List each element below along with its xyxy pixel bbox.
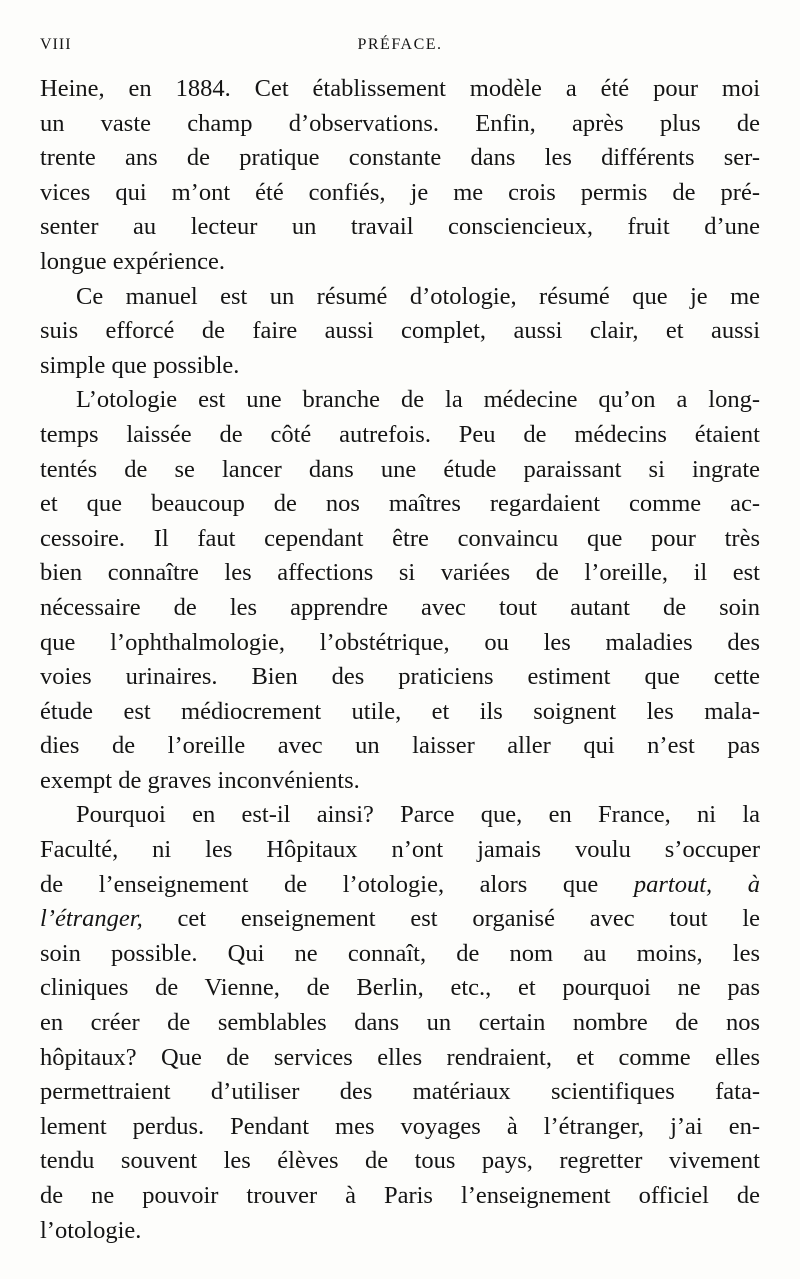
text-line: soin possible. Qui ne connaît, de nom au moins, les [40, 939, 760, 967]
text-line: tentés de se lancer dans une étude paraissant si ingrate [40, 455, 760, 483]
text-line: senter au lecteur un travail consciencieux, fruit d’une [40, 213, 760, 241]
text-line: l’étranger, cet enseignement est organisé avec tout le [40, 905, 760, 933]
italic-phrase: partout, à [633, 870, 760, 898]
text-line: tendu souvent les élèves de tous pays, regretter vivement [40, 1147, 760, 1175]
text-line: trente ans de pratique constante dans les différents ser- [40, 144, 760, 172]
text-line: Faculté, ni les Hôpitaux n’ont jamais voulu s’occuper [40, 836, 760, 864]
text-line: cliniques de Vienne, de Berlin, etc., et pourquoi ne pas [40, 974, 760, 1002]
text-line: de ne pouvoir trouver à Paris l’enseignement officiel de [40, 1182, 760, 1209]
text-line: vices qui m’ont été confiés, je me crois permis de pré- [40, 178, 760, 206]
text-line: et que beaucoup de nos maîtres regardaient comme ac- [40, 490, 760, 518]
text-line: de l’enseignement de l’otologie, alors que partout, à [40, 870, 760, 898]
text-line: en créer de semblables dans un certain nombre de nos [40, 1009, 760, 1037]
paragraph [40, 383, 760, 798]
text-line: suis efforcé de faire aussi complet, aussi clair, et aussi [40, 317, 760, 345]
text-line: Heine, en 1884. Cet établissement modèle a été pour moi [40, 75, 760, 102]
paragraph [40, 72, 760, 280]
text-line: bien connaître les affections si variées de l’oreille, il est [40, 559, 760, 587]
text-line: permettraient d’utiliser des matériaux scientifiques fata- [40, 1078, 760, 1106]
text-line: que l’ophthalmologie, l’obstétrique, ou les maladies des [40, 628, 760, 656]
text-line: simple que possible. [40, 351, 240, 379]
text-line: voies urinaires. Bien des praticiens estiment que cette [40, 663, 760, 691]
text-line: Pourquoi en est-il ainsi? Parce que, en France, ni la [76, 801, 760, 829]
italic-phrase: l’étranger, [40, 905, 143, 933]
text-line: dies de l’oreille avec un laisser aller qui n’est pas [40, 732, 760, 760]
text-line: L’otologie est une branche de la médecine qu’on a long- [76, 386, 760, 414]
text-line: un vaste champ d’observations. Enfin, après plus de [40, 109, 760, 137]
running-head [40, 36, 760, 60]
text-line: nécessaire de les apprendre avec tout autant de soin [40, 593, 760, 621]
text-line: exempt de graves inconvénients. [40, 766, 360, 794]
body-text [40, 72, 760, 1248]
page-number: VIII [40, 36, 72, 53]
text-line: hôpitaux? Que de services elles rendraient, et comme elles [40, 1043, 760, 1071]
paragraph [40, 798, 760, 1248]
text-line: étude est médiocrement utile, et ils soignent les mala- [40, 697, 760, 725]
paragraph [40, 280, 760, 384]
text-line: temps laissée de côté autrefois. Peu de médecins étaient [40, 420, 760, 448]
text-line: longue expérience. [40, 247, 226, 275]
text-line: lement perdus. Pendant mes voyages à l’étranger, j’ai en- [40, 1112, 760, 1140]
text-line: l’otologie. [40, 1216, 142, 1244]
text-line: Ce manuel est un résumé d’otologie, résumé que je me [76, 282, 760, 310]
running-title: PRÉFACE. [357, 36, 443, 53]
text-line: cessoire. Il faut cependant être convaincu que pour très [40, 524, 760, 552]
